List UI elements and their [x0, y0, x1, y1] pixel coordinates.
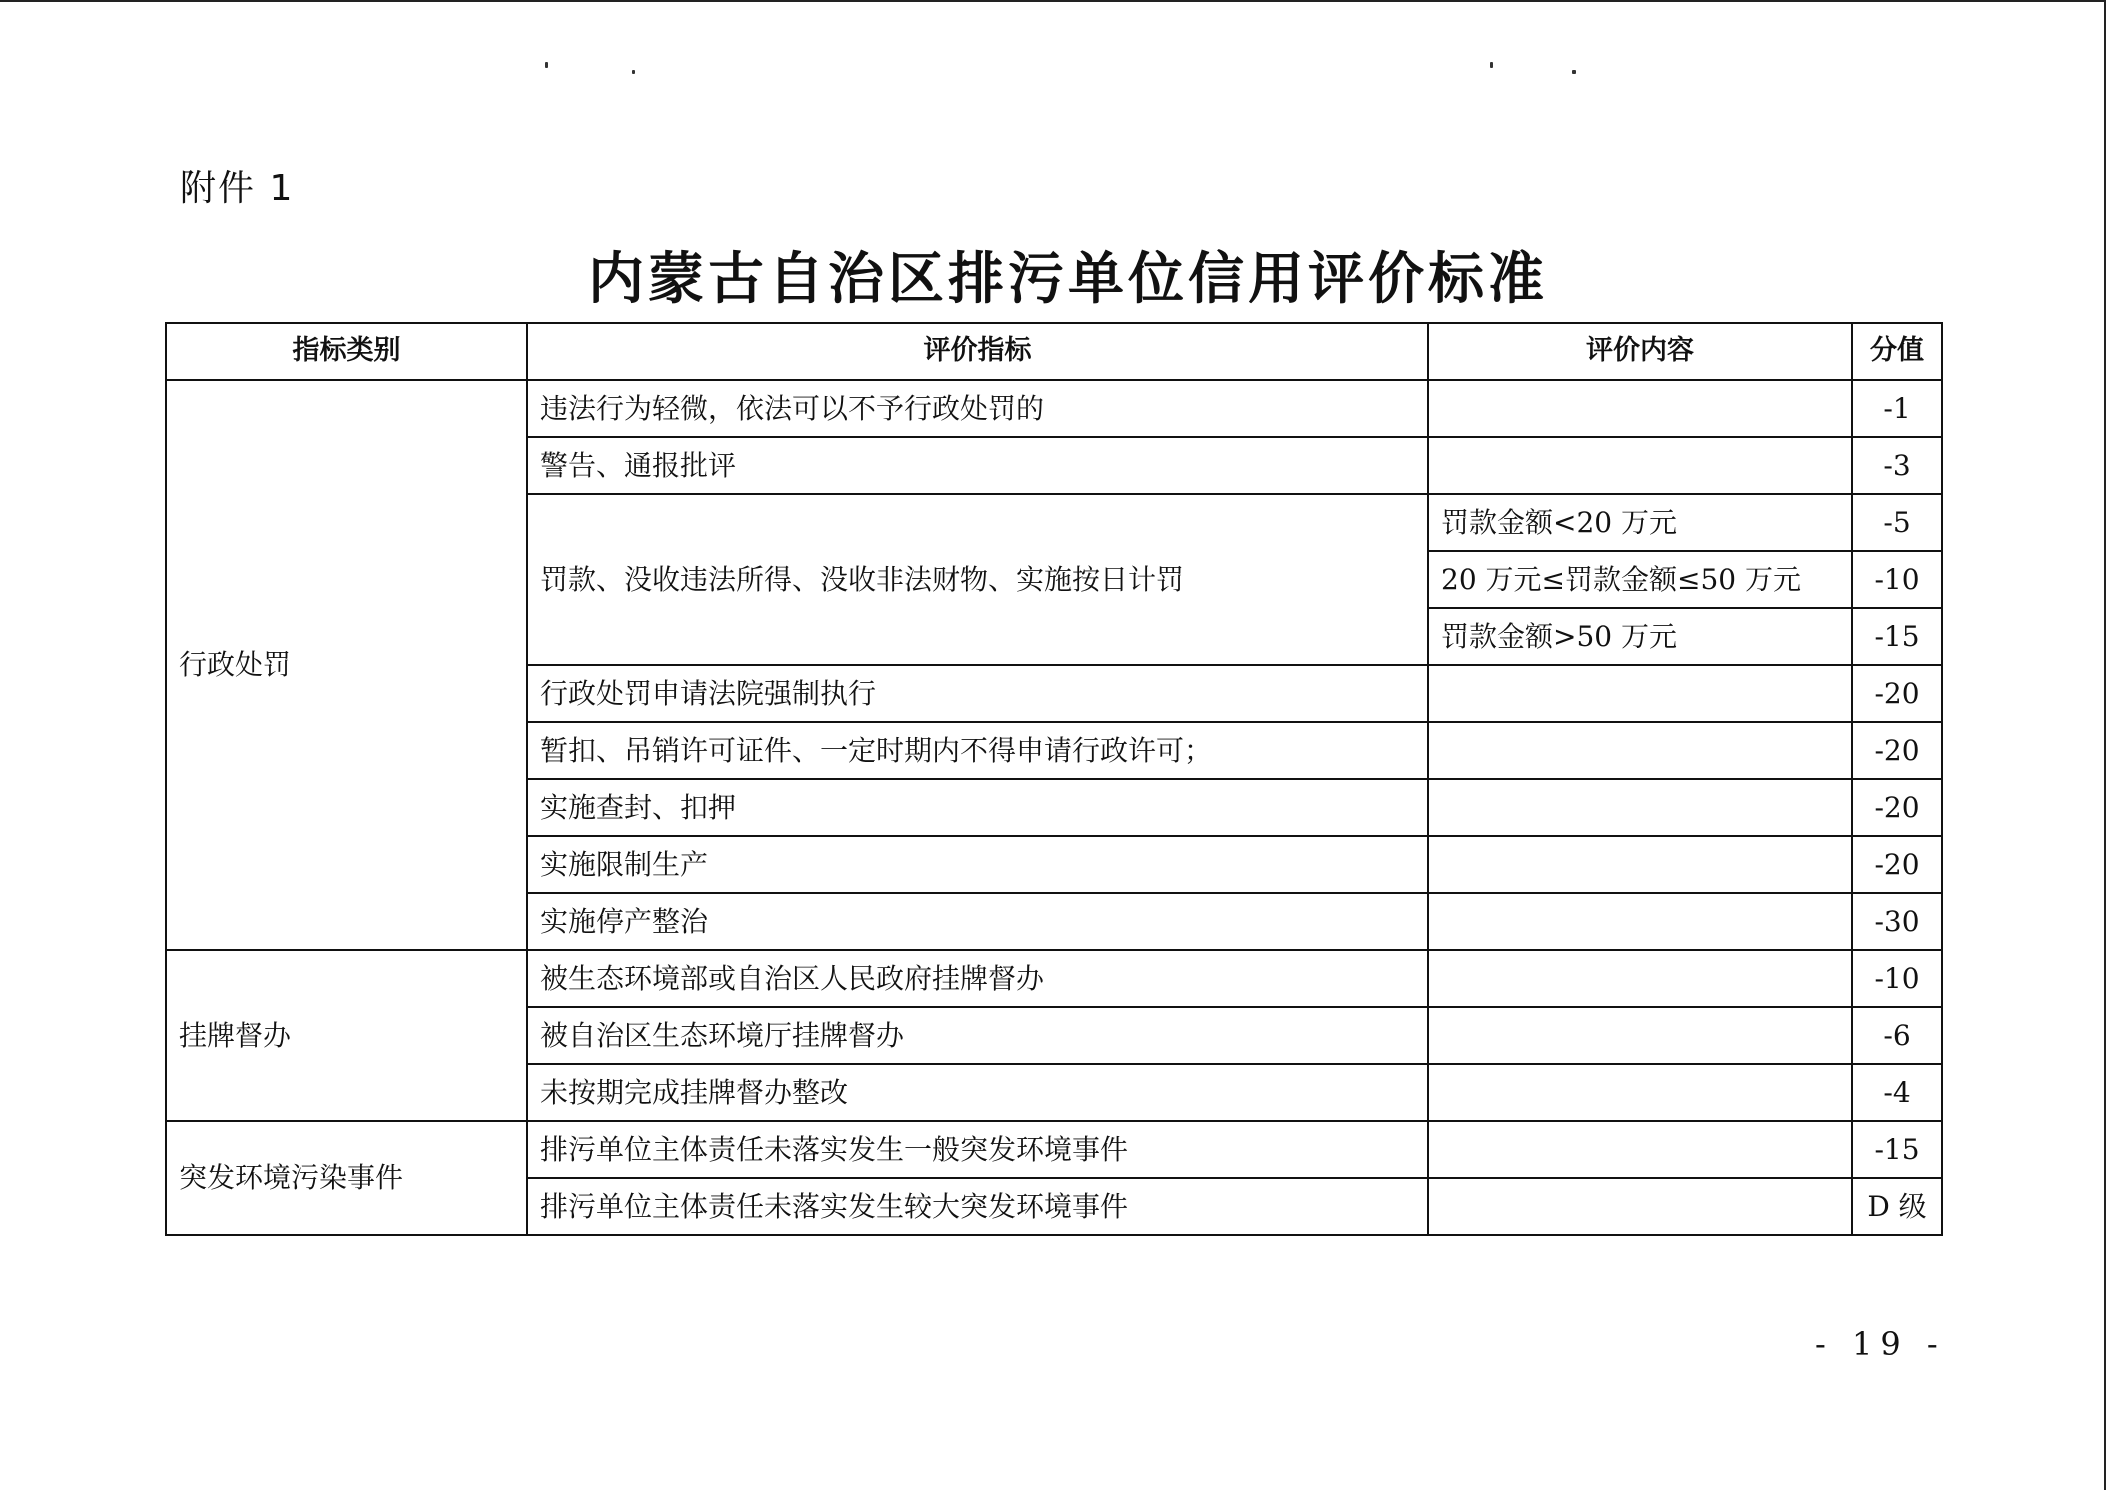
content-cell: [1428, 1178, 1852, 1235]
indicator-cell: 实施停产整治: [527, 893, 1428, 950]
score-cell: -20: [1852, 836, 1942, 893]
content-cell: 20 万元≤罚款金额≤50 万元: [1428, 551, 1852, 608]
table-row: [166, 950, 1942, 1007]
indicator-cell: 实施限制生产: [527, 836, 1428, 893]
score-cell: -15: [1852, 1121, 1942, 1178]
content-cell: 罚款金额<20 万元: [1428, 494, 1852, 551]
content-cell: [1428, 1064, 1852, 1121]
indicator-cell: 未按期完成挂牌督办整改: [527, 1064, 1428, 1121]
score-cell: -20: [1852, 665, 1942, 722]
attachment-label: 附件 1: [180, 168, 295, 209]
content-cell: [1428, 1007, 1852, 1064]
score-cell: -20: [1852, 779, 1942, 836]
score-cell: -20: [1852, 722, 1942, 779]
score-cell: -6: [1852, 1007, 1942, 1064]
category-supervision: 挂牌督办: [166, 950, 527, 1121]
page-number: - 19 -: [1815, 1325, 1946, 1363]
scan-speck: [545, 62, 548, 68]
content-cell: [1428, 380, 1852, 437]
scan-speck: [1490, 62, 1493, 68]
header-indicator: 评价指标: [527, 323, 1428, 380]
score-cell: -30: [1852, 893, 1942, 950]
table-header-row: [166, 323, 1942, 380]
score-cell: D 级: [1852, 1178, 1942, 1235]
document-title: 内蒙古自治区排污单位信用评价标准: [588, 247, 1548, 312]
content-cell: [1428, 665, 1852, 722]
score-cell: -10: [1852, 551, 1942, 608]
score-cell: -15: [1852, 608, 1942, 665]
indicator-cell: 被生态环境部或自治区人民政府挂牌督办: [527, 950, 1428, 1007]
indicator-cell: 违法行为轻微，依法可以不予行政处罚的: [527, 380, 1428, 437]
content-cell: [1428, 779, 1852, 836]
indicator-cell: 警告、通报批评: [527, 437, 1428, 494]
indicator-cell: 暂扣、吊销许可证件、一定时期内不得申请行政许可；: [527, 722, 1428, 779]
header-category: 指标类别: [166, 323, 527, 380]
score-cell: -3: [1852, 437, 1942, 494]
table-row: [166, 1121, 1942, 1178]
content-cell: [1428, 836, 1852, 893]
content-cell: [1428, 893, 1852, 950]
score-cell: -4: [1852, 1064, 1942, 1121]
score-cell: -1: [1852, 380, 1942, 437]
category-emergency: 突发环境污染事件: [166, 1121, 527, 1235]
header-content: 评价内容: [1428, 323, 1852, 380]
indicator-cell: 排污单位主体责任未落实发生一般突发环境事件: [527, 1121, 1428, 1178]
header-score: 分值: [1852, 323, 1942, 380]
score-cell: -10: [1852, 950, 1942, 1007]
content-cell: [1428, 1121, 1852, 1178]
scan-speck: [1572, 70, 1576, 74]
indicator-cell: 实施查封、扣押: [527, 779, 1428, 836]
content-cell: [1428, 950, 1852, 1007]
indicator-cell: 罚款、没收违法所得、没收非法财物、实施按日计罚: [527, 494, 1428, 665]
credit-evaluation-table: [165, 322, 1943, 1236]
content-cell: 罚款金额>50 万元: [1428, 608, 1852, 665]
scan-border-top: [0, 0, 2106, 2]
indicator-cell: 行政处罚申请法院强制执行: [527, 665, 1428, 722]
indicator-cell: 被自治区生态环境厅挂牌督办: [527, 1007, 1428, 1064]
content-cell: [1428, 437, 1852, 494]
indicator-cell: 排污单位主体责任未落实发生较大突发环境事件: [527, 1178, 1428, 1235]
category-admin-penalty: 行政处罚: [166, 380, 527, 950]
score-cell: -5: [1852, 494, 1942, 551]
scan-speck: [632, 70, 635, 74]
table-row: [166, 380, 1942, 437]
content-cell: [1428, 722, 1852, 779]
